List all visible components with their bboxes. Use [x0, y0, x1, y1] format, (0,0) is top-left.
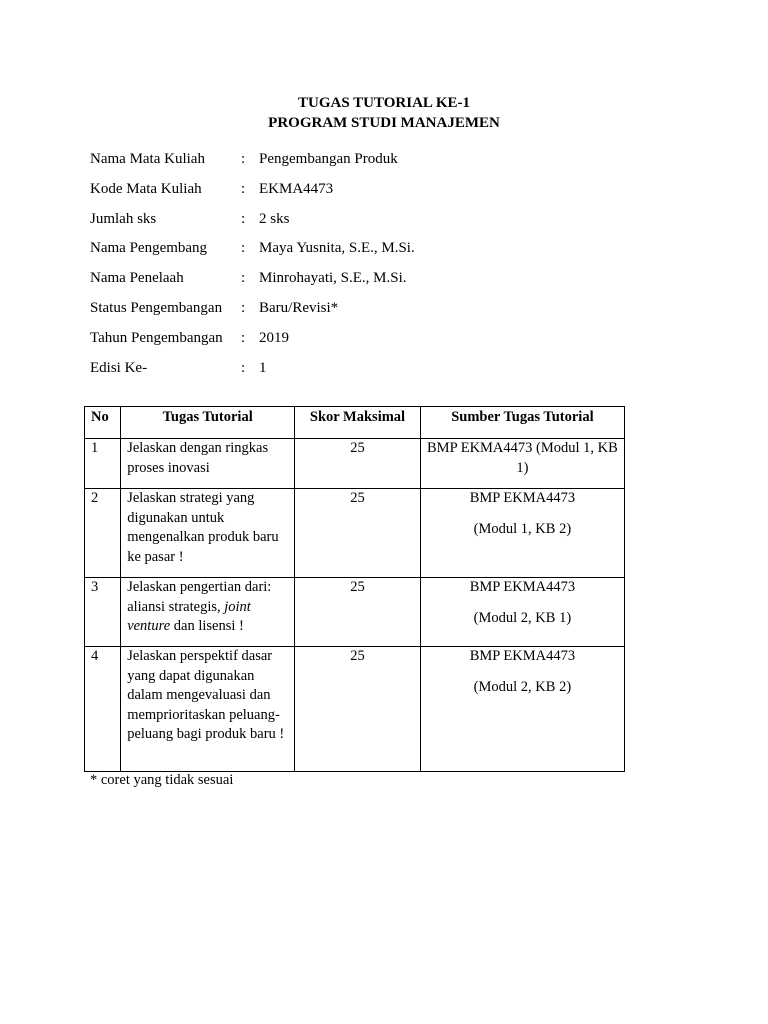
- program-title: PROGRAM STUDI MANAJEMEN: [268, 115, 500, 131]
- header-no: No: [85, 407, 121, 439]
- document-title: TUGAS TUTORIAL KE-1: [298, 95, 470, 111]
- cell-task: Jelaskan perspektif dasar yang dapat digunakan dalam mengevaluasi dan memprioritaskan peluang-peluang bagi produk baru !: [121, 647, 295, 772]
- cell-no: 1: [85, 439, 121, 489]
- table-row: [85, 578, 625, 647]
- cell-task: Jelaskan dengan ringkas proses inovasi: [121, 439, 295, 489]
- info-row-course-code: [90, 178, 650, 208]
- cell-source: [420, 578, 624, 647]
- header-source: Sumber Tugas Tutorial: [420, 407, 624, 439]
- cell-task: Jelaskan strategi yang digunakan untuk mengenalkan produk baru ke pasar !: [121, 489, 295, 578]
- source-line: BMP EKMA4473 (Modul 1, KB 1): [427, 440, 618, 476]
- cell-task: [121, 578, 295, 647]
- source-module-line: (Modul 2, KB 1): [473, 609, 572, 626]
- info-label: Nama Mata Kuliah: [90, 151, 205, 167]
- info-label: Jumlah sks: [90, 210, 157, 227]
- info-colon: :: [241, 329, 246, 346]
- cell-source: [420, 489, 624, 578]
- info-value: Baru/Revisi*: [259, 299, 339, 316]
- footnote: * coret yang tidak sesuai: [90, 772, 234, 788]
- course-info: [90, 148, 650, 386]
- info-value: 1: [259, 359, 267, 376]
- task-text: dan lisensi !: [170, 618, 244, 634]
- info-value: EKMA4473: [259, 180, 334, 197]
- info-label: Edisi Ke-: [90, 359, 148, 376]
- info-label: Status Pengembangan: [90, 299, 223, 316]
- cell-source: [420, 647, 624, 772]
- info-value: 2 sks: [259, 210, 290, 227]
- header-task: Tugas Tutorial: [121, 407, 295, 439]
- info-colon: :: [241, 240, 246, 257]
- info-colon: :: [241, 299, 246, 316]
- info-colon: :: [241, 210, 246, 227]
- info-row-edition: [90, 357, 650, 387]
- table-row: [85, 489, 625, 578]
- info-colon: :: [241, 270, 246, 287]
- cell-score: 25: [295, 489, 421, 578]
- info-label: Tahun Pengembangan: [90, 329, 223, 346]
- info-value: Minrohayati, S.E., M.Si.: [259, 270, 407, 287]
- header-max-score: Skor Maksimal: [295, 407, 421, 439]
- info-colon: :: [241, 151, 246, 167]
- info-value: 2019: [259, 329, 289, 346]
- source-line: BMP EKMA4473: [469, 579, 576, 595]
- info-row-reviewer: [90, 267, 650, 297]
- info-row-course-name: [90, 148, 650, 178]
- info-label: Nama Pengembang: [90, 240, 208, 257]
- info-row-credits: [90, 208, 650, 238]
- info-value: Maya Yusnita, S.E., M.Si.: [259, 240, 415, 257]
- source-line: BMP EKMA4473: [469, 648, 576, 664]
- table-header-row: [85, 407, 625, 439]
- task-italic-term: joint venture: [127, 598, 251, 634]
- cell-source: [420, 439, 624, 489]
- info-colon: :: [241, 180, 246, 197]
- cell-no: 2: [85, 489, 121, 578]
- info-row-status: [90, 297, 650, 327]
- info-label: Nama Penelaah: [90, 270, 184, 287]
- cell-score: 25: [295, 578, 421, 647]
- info-label: Kode Mata Kuliah: [90, 180, 202, 197]
- info-row-developer: [90, 237, 650, 267]
- table-row: [85, 647, 625, 772]
- source-module-line: (Modul 1, KB 2): [473, 520, 572, 537]
- cell-no: 4: [85, 647, 121, 772]
- task-text: Jelaskan pengertian dari: aliansi strategis,: [127, 579, 272, 615]
- table-row: [85, 439, 625, 489]
- source-line: BMP EKMA4473: [469, 490, 576, 506]
- info-colon: :: [241, 359, 246, 376]
- source-module-line: (Modul 2, KB 2): [473, 678, 572, 695]
- info-row-year: [90, 327, 650, 357]
- cell-score: 25: [295, 647, 421, 772]
- info-value: Pengembangan Produk: [259, 151, 398, 167]
- cell-score: 25: [295, 439, 421, 489]
- cell-no: 3: [85, 578, 121, 647]
- tutorial-task-table: [84, 406, 625, 772]
